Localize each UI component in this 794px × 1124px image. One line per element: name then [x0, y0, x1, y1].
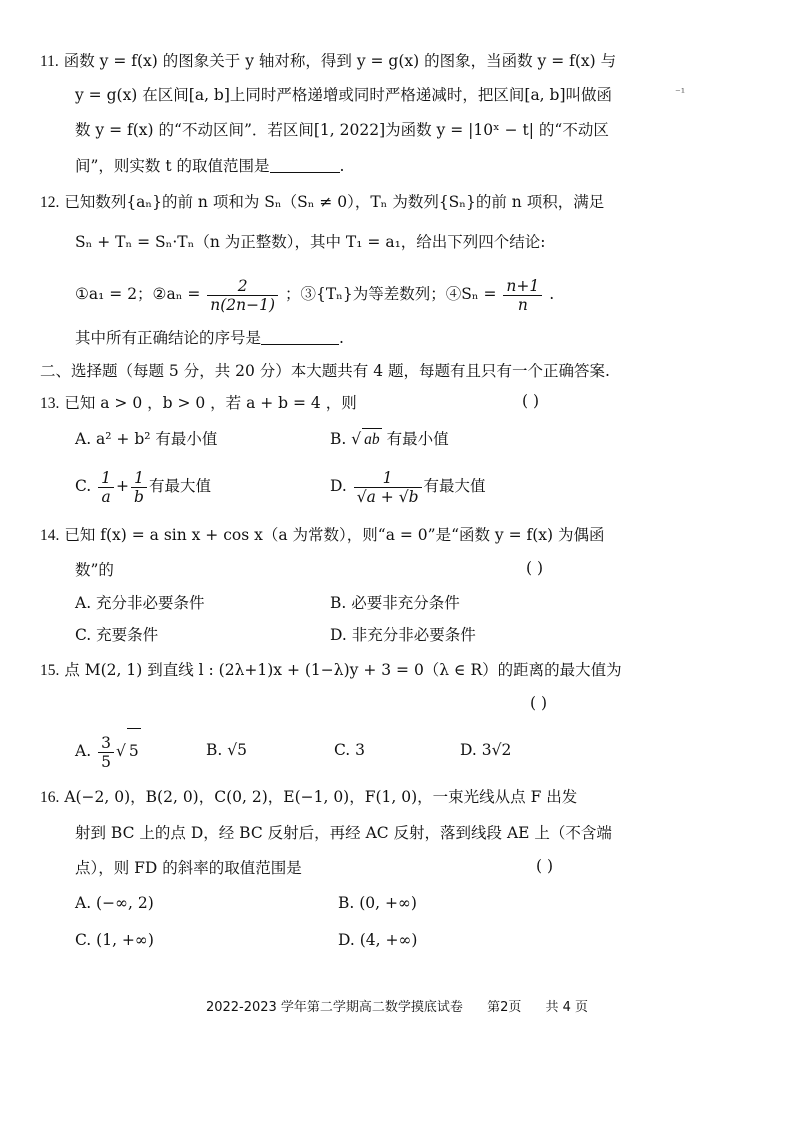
q11-number: 11.	[40, 53, 59, 70]
q12-opt-end: .	[549, 285, 555, 303]
q12-fraction-2	[503, 277, 542, 314]
q11-line1	[40, 50, 616, 73]
q12-frac2-num: n+1	[503, 277, 542, 296]
q13-d-frac	[354, 469, 422, 506]
q15-a-frac-den: 5	[101, 752, 111, 771]
q13-c-frac2	[131, 469, 147, 506]
q13-c-text: 有最大值	[148, 477, 211, 495]
q15-a-frac	[98, 734, 114, 771]
q15-a-label: A.	[75, 742, 92, 760]
q15-option-b[interactable]: B. √5	[206, 741, 247, 759]
q12-frac1-num: 2	[207, 277, 278, 296]
q12-text-1: 已知数列{aₙ}的前 n 项和为 Sₙ（Sₙ ≠ 0），Tₙ 为数列{Sₙ}的前 n 项积，满足	[64, 193, 605, 211]
section-2-heading: 二、选择题（每题 5 分，共 20 分）本大题共有 4 题，每题有且只有一个正确答案.	[40, 362, 610, 380]
q13-b-radicand: ab	[362, 428, 382, 451]
q11-answer-blank[interactable]	[270, 158, 340, 173]
q15-option-d[interactable]: D. 3√2	[460, 741, 512, 759]
q14-option-b[interactable]: B. 必要非充分条件	[330, 594, 460, 612]
q13-c-plus: +	[116, 477, 130, 495]
q13-option-c[interactable]	[75, 464, 211, 508]
q14-option-d[interactable]: D. 非充分非必要条件	[330, 626, 476, 644]
footer-page-number: 第2页	[487, 1000, 522, 1015]
q16-line3: 点），则 FD 的斜率的取值范围是	[75, 859, 302, 877]
q13-option-d[interactable]	[330, 464, 486, 508]
q13-c-label: C.	[75, 477, 97, 495]
q15-number: 15.	[40, 662, 60, 679]
q12-line1	[40, 191, 604, 214]
q13-c-frac1-den: a	[101, 487, 111, 506]
q14-option-c[interactable]: C. 充要条件	[75, 626, 159, 644]
q12-number: 12.	[40, 194, 60, 211]
q13-d-label: D.	[330, 477, 352, 495]
q12-line2: Sₙ + Tₙ = Sₙ·Tₙ（n 为正整数），其中 T₁ = a₁，给出下列四个结论:	[75, 233, 546, 251]
q13-b-label: B.	[330, 430, 352, 448]
q14-line2: 数”的	[75, 561, 114, 579]
q16-text-1: A(−2, 0)，B(2, 0)，C(0, 2)，E(−1, 0)，F(1, 0)，一束光线从点 F 出发	[64, 788, 578, 806]
q13-number: 13.	[40, 395, 60, 412]
q14-line1	[40, 524, 605, 547]
q12-answer-blank[interactable]	[261, 330, 339, 345]
q12-line4-text: 其中所有正确结论的序号是	[75, 329, 262, 347]
q15-text-1: 点 M(2, 1) 到直线 l : (2λ+1)x + (1−λ)y + 3 = 0（λ ∈ R）的距离的最大值为	[64, 661, 622, 679]
q16-option-d[interactable]: D. (4, +∞)	[338, 931, 418, 949]
q12-frac1-den: n(2n−1)	[210, 295, 276, 314]
footer-title: 2022-2023 学年第二学期高二数学摸底试卷	[205, 1000, 463, 1015]
q11-line4-text: 间”，则实数 t 的取值范围是	[75, 157, 270, 175]
q16-number: 16.	[40, 789, 60, 806]
q15-answer-paren[interactable]: ( )	[530, 694, 548, 712]
q14-answer-paren[interactable]: ( )	[526, 559, 544, 577]
q16-answer-paren[interactable]: ( )	[536, 857, 554, 875]
q12-opt3: ；③{Tₙ}为等差数列；④Sₙ =	[284, 285, 497, 303]
q15-a-radicand: 5	[127, 728, 141, 773]
q14-text-1: 已知 f(x) = a sin x + cos x（a 为常数），则“a = 0”是“函数 y = f(x) 为偶函	[64, 526, 605, 544]
q11-line4-end: .	[339, 157, 345, 175]
q12-fraction-1	[207, 277, 278, 314]
q12-opt1: ①a₁ = 2；②aₙ =	[75, 285, 201, 303]
q13-c-frac2-num: 1	[131, 469, 147, 488]
q11-text-1: 函数 y = f(x) 的图象关于 y 轴对称，得到 y = g(x) 的图象，当函数 y = f(x) 与	[63, 52, 617, 70]
q13-d-text: 有最大值	[423, 477, 486, 495]
q16-line1	[40, 786, 577, 809]
q15-line1	[40, 659, 622, 682]
q13-answer-paren[interactable]: ( )	[522, 392, 540, 410]
q15-a-frac-num: 3	[98, 734, 114, 753]
q14-number: 14.	[40, 527, 60, 544]
q15-option-c[interactable]: C. 3	[334, 741, 366, 759]
page-footer	[0, 996, 794, 1015]
q11-line3: 数 y = f(x) 的“不动区间”．若区间[1, 2022]为函数 y = |10ˣ − t| 的“不动区	[75, 121, 609, 139]
q13-d-frac-num: 1	[354, 469, 422, 488]
q16-option-c[interactable]: C. (1, +∞)	[75, 931, 154, 949]
q13-c-frac2-den: b	[134, 487, 144, 506]
q13-b-text: 有最小值	[381, 430, 449, 448]
q11-line2: y = g(x) 在区间[a, b]上同时严格递增或同时严格递减时，把区间[a, b]叫做函	[75, 86, 613, 104]
footer-total-pages: 共 4 页	[545, 1000, 589, 1015]
q12-frac2-den: n	[517, 295, 528, 314]
q13-c-frac1	[98, 469, 114, 506]
q12-options	[75, 272, 554, 316]
q14-option-a[interactable]: A. 充分非必要条件	[75, 594, 205, 612]
q13-stem	[40, 392, 357, 415]
q15-option-a[interactable]: A. $\frac{3}{5}$ √ 5	[75, 728, 141, 772]
q12-line4-end: .	[339, 329, 344, 347]
margin-mark: ⁻¹	[675, 86, 686, 99]
q16-line2: 射到 BC 上的点 D，经 BC 反射后，再经 AC 反射，落到线段 AE 上（不含端	[75, 824, 612, 842]
q13-c-frac1-num: 1	[98, 469, 114, 488]
q16-option-a[interactable]: A. (−∞, 2)	[75, 894, 154, 912]
q12-line4	[75, 327, 344, 349]
q13-d-frac-den: √a + √b	[356, 487, 419, 506]
q13-stem-text: 已知 a > 0 ，b > 0 ，若 a + b = 4 ，则	[64, 394, 357, 412]
q11-line4	[75, 155, 344, 177]
q16-option-b[interactable]: B. (0, +∞)	[338, 894, 417, 912]
q13-option-b[interactable]: B. √ ab 有最小值	[330, 428, 449, 451]
q13-option-a[interactable]: A. a² + b² 有最小值	[75, 430, 218, 448]
